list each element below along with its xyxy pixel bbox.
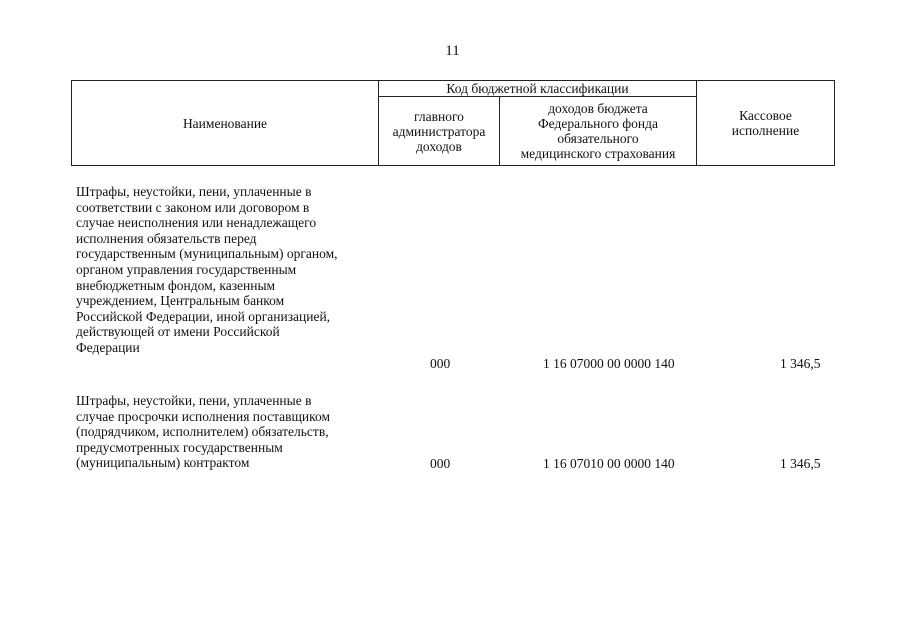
header-admin xyxy=(379,97,499,165)
page-number: 11 xyxy=(445,43,460,59)
header-bottom-border xyxy=(71,165,835,166)
header-code-group-label: Код бюджетной классификации xyxy=(446,81,629,96)
table-row-1-amount: 1 346,5 xyxy=(780,356,821,371)
table-header xyxy=(71,80,835,166)
header-revenue-label: доходов бюджета Федерального фонда обязательного медицинского страхования xyxy=(520,101,676,161)
table-row-2-admin-code: 000 xyxy=(430,456,451,471)
header-name xyxy=(72,81,378,165)
header-code-group xyxy=(379,81,696,96)
table-row-2-amount: 1 346,5 xyxy=(780,456,821,471)
header-admin-label: главного администратора доходов xyxy=(392,108,486,154)
header-revenue xyxy=(500,97,696,165)
table-row-2-name: Штрафы, неустойки, пени, уплаченные в случае просрочки исполнения поставщиком (подрядчиком, исполнителем) обязательств, предусмотренных государственным (муниципальным) контрактом xyxy=(76,393,331,471)
table-row-1-revenue-code: 1 16 07000 00 0000 140 xyxy=(543,356,675,371)
header-right-border xyxy=(834,80,835,166)
table-row-1-name: Штрафы, неустойки, пени, уплаченные в соответствии с законом или договором в случае неисполнения или ненадлежащего исполнения обязательств перед государственным (муниципальным) органом, органом управления государственным внебюджетным фондом, казенным учреждением, Центральным банком Российской Федерации, иной организацией, действующей от имени Российской Федерации xyxy=(76,184,338,355)
table-row-1-admin-code: 000 xyxy=(430,356,451,371)
header-name-label: Наименование xyxy=(182,115,268,131)
header-execution-label: Кассовое исполнение xyxy=(731,108,800,138)
header-execution xyxy=(697,81,834,165)
table-row-2-revenue-code: 1 16 07010 00 0000 140 xyxy=(543,456,675,471)
